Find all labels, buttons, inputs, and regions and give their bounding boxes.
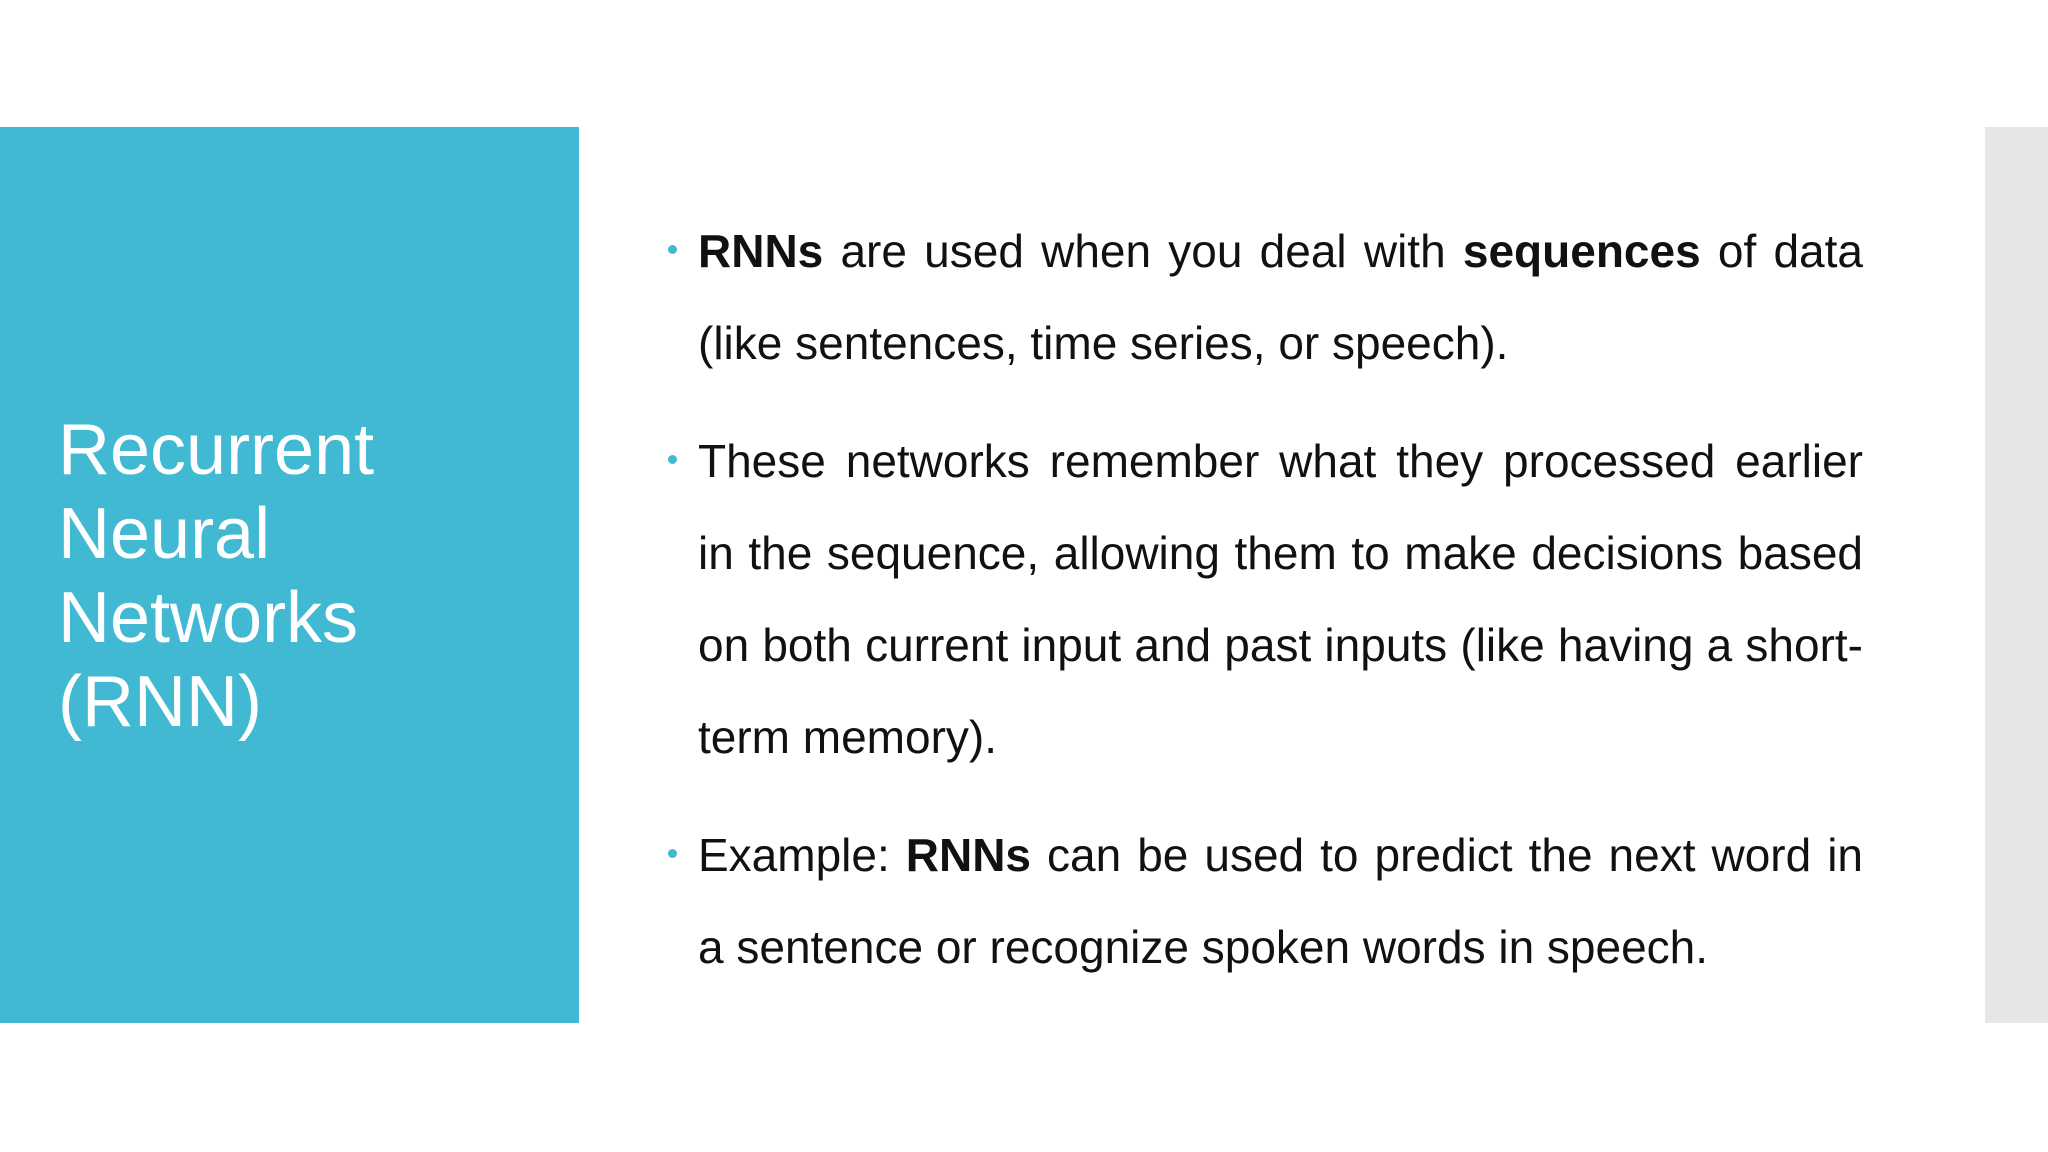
bullet-1-bold-term: RNNs xyxy=(698,225,824,277)
bullet-1-bold-term: sequences xyxy=(1462,225,1701,277)
title-line-1: Recurrent xyxy=(58,410,375,490)
title-line-3: Networks xyxy=(58,578,359,658)
bullet-text-2: These networks remember what they processed earlier in the sequence, allowing them to make decisions based on both current input and past inputs (like having a short-term memory). xyxy=(698,435,1863,763)
bullet-3-segment: can be used to predict the next word in a sentence or recognize spoken words in speech. xyxy=(698,829,1864,973)
bullet-dot-icon xyxy=(668,245,677,254)
bullet-dot-icon xyxy=(668,849,677,858)
title-line-4: (RNN) xyxy=(58,662,262,742)
bullet-1-segment: are used when you deal with xyxy=(823,225,1463,277)
bullet-text-3 xyxy=(698,829,1863,973)
bullet-3-segment: Example: xyxy=(698,829,906,881)
bullet-1-segment: of data (like sentences, time series, or speech). xyxy=(698,225,1864,369)
bullet-3-bold-term: RNNs xyxy=(905,829,1032,881)
bullet-dot-icon xyxy=(668,455,677,464)
bullet-item-1 xyxy=(668,205,1863,389)
bullet-list xyxy=(668,205,1863,1019)
slide-title xyxy=(58,408,538,744)
bullet-item-2 xyxy=(668,415,1863,783)
side-strip xyxy=(1985,127,2048,1023)
bullet-item-3 xyxy=(668,809,1863,993)
title-line-2: Neural xyxy=(58,494,271,574)
bullet-text-1 xyxy=(698,225,1863,369)
